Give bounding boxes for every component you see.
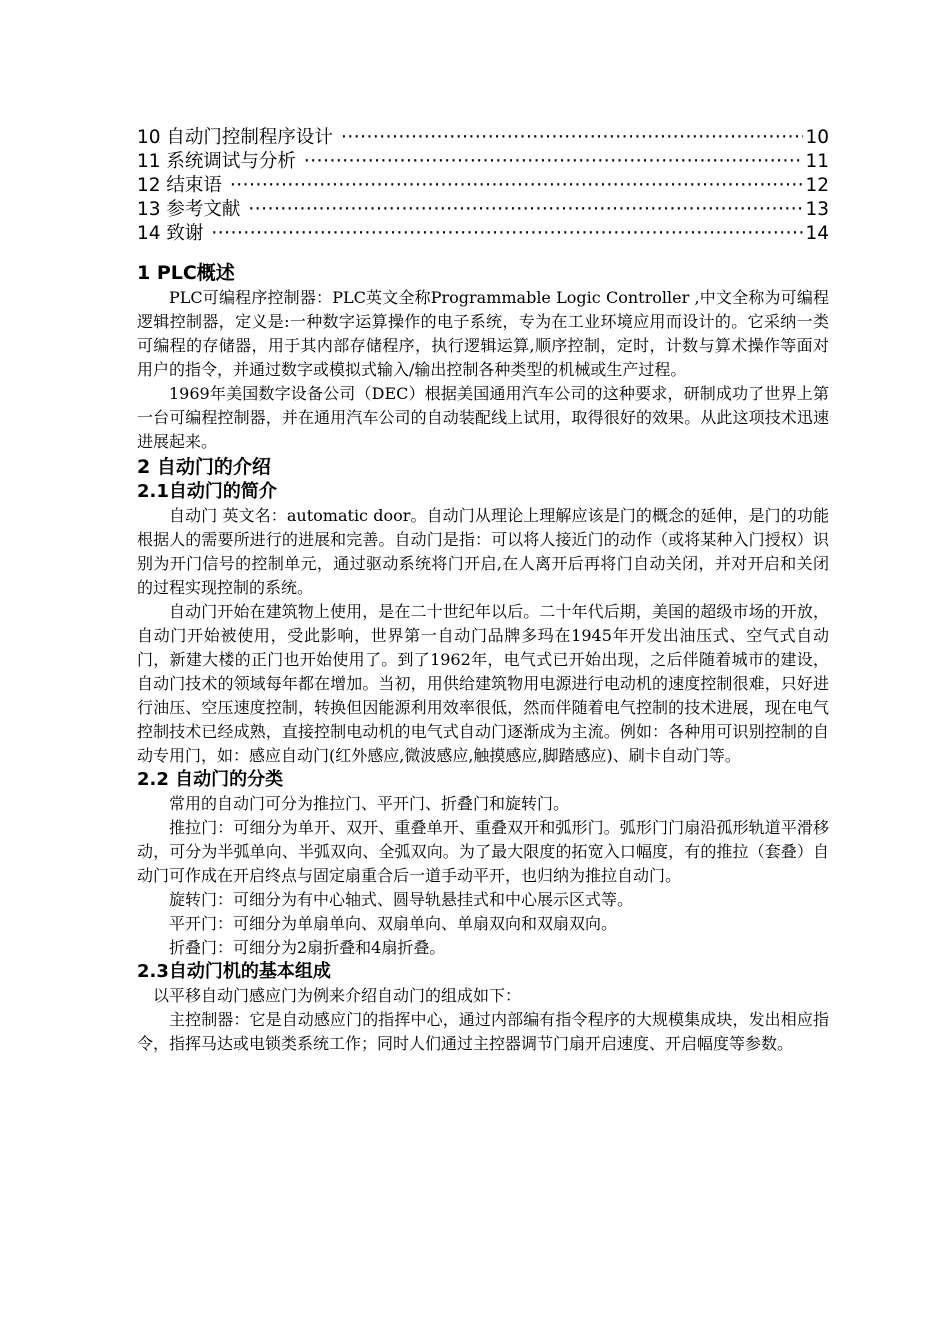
page-content	[137, 126, 829, 1056]
table-of-contents	[137, 126, 829, 246]
section-heading-2: 2 自动门的介绍	[137, 456, 271, 478]
toc-leader-dots	[248, 198, 803, 222]
paragraph: 平开门：可细分为单扇单向、双扇单向、单扇双向和双扇双向。	[169, 914, 618, 933]
paragraph: 旋转门：可细分为有中心轴式、圆导轨悬挂式和中心展示区式等。	[169, 890, 634, 909]
paragraph: 1969年美国数字设备公司（DEC）根据美国通用汽车公司的这种要求，研制成功了世界上第一台可编程控制器，并在通用汽车公司的自动装配线上试用，取得很好的效果。从此这项技术迅速进展起来。	[137, 384, 829, 451]
toc-entry-title: 10 自动门控制程序设计	[137, 127, 333, 148]
paragraph: 自动门开始在建筑物上使用，是在二十世纪年以后。二十年代后期，美国的超级市场的开放，自动门开始被使用，受此影响，世界第一自动门品牌多玛在1945年开发出油压式、空气式自动门，新建大楼的正门也开始使用了。到了1962年，电气式已开始出现，之后伴随着城市的建设，自动门技术的领域每年都在增加。当初，用供给建筑物用电源进行电动机的速度控制很难，只好进行油压、空压速度控制，转换但因能源利用效率很低，然而伴随着电气控制的技术进展，现在电气控制技术已经成熟，直接控制电动机的电气式自动门逐渐成为主流。例如：各种用可识别控制的自动专用门，如：感应自动门(红外感应,微波感应,触摸感应,脚踏感应)、刷卡自动门等。	[137, 602, 829, 765]
paragraph: 折叠门：可细分为2扇折叠和4扇折叠。	[169, 938, 446, 957]
paragraph: 自动门 英文名：automatic door。自动门从理论上理解应该是门的概念的延伸，是门的功能根据人的需要所进行的进展和完善。自动门是指：可以将人接近门的动作（或将某种入门授权）识别为开门信号的控制单元，通过驱动系统将门开启,在人离开后再将门自动关闭，并对开启和关闭的过程实现控制的系统。	[137, 506, 829, 597]
paragraph: 推拉门：可细分为单开、双开、重叠单开、重叠双开和弧形门。弧形门门扇沿孤形轨道平滑移动，可分为半弧单向、半弧双向、全弧双向。为了最大限度的拓宽入口幅度，有的推拉（套叠）自动门可作成在开启终点与固定扇重合后一道手动平开，也归纳为推拉自动门。	[137, 818, 829, 885]
paragraph: PLC可编程序控制器：PLC英文全称Programmable Logic Controller ,中文全称为可编程逻辑控制器，定义是:一种数字运算操作的电子系统，专为在工业环境应用而设计的。它采纳一类可编程的存储器，用于其内部存储程序，执行逻辑运算,顺序控制，定时，计数与算术操作等面对用户的指令，并通过数字或模拟式输入/输出控制各种类型的机械或生产过程。	[137, 288, 829, 379]
subsection-heading-2-1: 2.1自动门的简介	[137, 481, 277, 502]
subsection-heading-2-3: 2.3自动门机的基本组成	[137, 961, 331, 982]
section-spacer	[137, 246, 829, 260]
toc-entry-page: 13	[805, 199, 829, 220]
toc-entry[interactable]	[137, 198, 829, 222]
toc-leader-dots	[230, 174, 804, 198]
toc-entry-page: 11	[805, 151, 829, 172]
subsection-heading-2-2: 2.2 自动门的分类	[137, 769, 284, 790]
toc-entry-page: 10	[805, 127, 829, 148]
toc-leader-dots	[304, 150, 804, 174]
toc-entry[interactable]	[137, 150, 829, 174]
toc-leader-dots	[341, 126, 804, 150]
toc-entry-page: 12	[805, 175, 829, 196]
toc-entry-title: 13 参考文献	[137, 199, 241, 220]
paragraph: 主控制器：它是自动感应门的指挥中心，通过内部编有指令程序的大规模集成块，发出相应指令，指挥马达或电锁类系统工作；同时人们通过主控器调节门扇开启速度、开启幅度等参数。	[137, 1010, 829, 1053]
toc-entry[interactable]	[137, 126, 829, 150]
toc-entry[interactable]	[137, 174, 829, 198]
section-heading-1: 1 PLC概述	[137, 262, 235, 284]
toc-leader-dots	[211, 222, 803, 246]
toc-entry-title: 12 结束语	[137, 175, 222, 196]
toc-entry-title: 14 致谢	[137, 223, 204, 244]
toc-entry-page: 14	[805, 223, 829, 244]
paragraph: 常用的自动门可分为推拉门、平开门、折叠门和旋转门。	[169, 794, 570, 813]
toc-entry-title: 11 系统调试与分析	[137, 151, 296, 172]
toc-entry[interactable]	[137, 222, 829, 246]
paragraph: 以平移自动门感应门为例来介绍自动门的组成如下：	[153, 986, 522, 1005]
